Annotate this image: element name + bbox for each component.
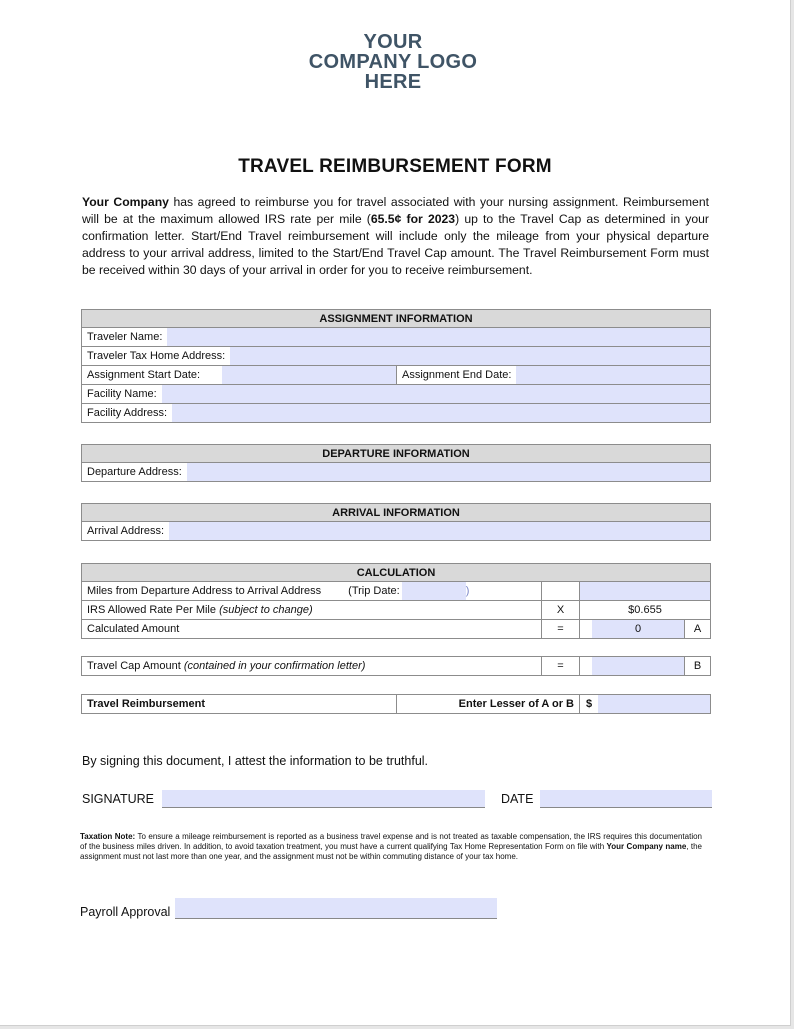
intro-part-2: ) up to the Travel Cap as determined in your confirmation letter. Start/End Travel reimbursement will include only the mileage from your physical departure address to your arrival address, limited to the Start/End Travel Cap amount. The Travel Reimbursement Form must be received within 30 days of your arrival in order for you to receive reimbursement. — [82, 212, 709, 277]
departure-address-row — [82, 463, 711, 482]
travel-reimbursement-label: Travel Reimbursement — [82, 695, 397, 714]
calculation-section — [81, 563, 711, 639]
intro-part-1: has agreed to reimburse you for travel associated with your nursing assignment. Reimbursement will be at the maximum allowed IRS rate per mile ( — [82, 195, 709, 226]
travel-cap-field[interactable] — [592, 657, 684, 675]
facility-address-label: Facility Address: — [87, 407, 168, 419]
intro-rate: 65.5¢ for 2023 — [370, 212, 456, 226]
taxation-note-lead: Taxation Note: — [80, 832, 136, 841]
irs-op: X — [542, 601, 580, 620]
travel-reimbursement-table — [81, 694, 711, 714]
miles-field[interactable] — [580, 582, 710, 600]
attestation-text: By signing this document, I attest the information to be truthful. — [82, 754, 429, 768]
facility-name-row — [82, 385, 711, 404]
traveler-name-label: Traveler Name: — [87, 331, 163, 343]
intro-paragraph — [82, 194, 709, 279]
tax-home-label: Traveler Tax Home Address: — [87, 350, 226, 362]
travel-cap-label-cell — [82, 657, 542, 676]
arrival-header: ARRIVAL INFORMATION — [82, 504, 711, 522]
departure-address-field[interactable] — [187, 463, 710, 481]
travel-cap-label: Travel Cap Amount — [87, 660, 181, 672]
end-date-label: Assignment End Date: — [402, 369, 512, 381]
calc-op: = — [542, 620, 580, 639]
taxation-note-part-1: To ensure a mileage reimbursement is reported as a business travel expense and is not treated as taxable compensation, the IRS requires this documentation of the business miles driven. In addition, to avoid taxation treatment, you must have a current qualifying Tax Home Representation Form on file with — [80, 832, 702, 851]
travel-cap-row-table — [81, 656, 711, 676]
miles-label: Miles from Departure Address to Arrival Address — [87, 585, 322, 597]
miles-value-cell — [580, 582, 711, 601]
facility-name-field[interactable] — [162, 385, 710, 403]
cap-value-cell — [580, 657, 685, 676]
signature-label: SIGNATURE — [82, 792, 154, 806]
trip-date-close: ) — [465, 585, 470, 597]
intro-company: Your Company — [82, 195, 169, 209]
assignment-header: ASSIGNMENT INFORMATION — [82, 310, 711, 328]
date-field[interactable] — [540, 790, 712, 808]
irs-rate-label: IRS Allowed Rate Per Mile — [87, 604, 216, 616]
traveler-name-field[interactable] — [167, 328, 710, 346]
calculated-amount-label: Calculated Amount — [82, 620, 542, 639]
trip-date-label: (Trip Date: — [348, 585, 400, 597]
calc-value-cell — [580, 620, 685, 639]
reimbursement-value-cell — [580, 695, 711, 714]
date-label: DATE — [501, 792, 534, 806]
dollar-sign: $ — [586, 698, 593, 710]
miles-op-cell — [542, 582, 580, 601]
lesser-label: Enter Lesser of A or B — [397, 695, 580, 714]
assignment-dates-row — [82, 366, 711, 385]
taxation-note-company: Your Company name — [606, 842, 687, 851]
departure-address-label: Departure Address: — [87, 466, 182, 478]
facility-address-row — [82, 404, 711, 423]
departure-header: DEPARTURE INFORMATION — [82, 445, 711, 463]
start-date-label: Assignment Start Date: — [87, 369, 201, 381]
taxation-note — [80, 832, 702, 862]
payroll-approval-label: Payroll Approval — [80, 905, 171, 919]
cap-op: = — [542, 657, 580, 676]
arrival-address-label: Arrival Address: — [87, 525, 165, 537]
page-title: TRAVEL REIMBURSEMENT FORM — [238, 156, 552, 177]
arrival-address-row — [82, 522, 711, 541]
taxation-note-part-2: , the assignment must not last more than one year, and the assignment must not be within commuting distance of your tax home. — [80, 842, 702, 861]
signature-field[interactable] — [162, 790, 485, 808]
tax-home-row — [82, 347, 711, 366]
irs-rate-note: (subject to change) — [219, 604, 313, 616]
reimbursement-amount-field[interactable] — [598, 695, 710, 713]
arrival-section — [81, 503, 711, 541]
miles-row — [82, 582, 542, 601]
departure-section — [81, 444, 711, 482]
assignment-section — [81, 309, 711, 423]
tax-home-field[interactable] — [230, 347, 710, 365]
facility-name-label: Facility Name: — [87, 388, 157, 400]
cap-letter-b: B — [685, 657, 711, 676]
arrival-address-field[interactable] — [169, 522, 710, 540]
traveler-name-row — [82, 328, 711, 347]
irs-rate-row — [82, 601, 542, 620]
facility-address-field[interactable] — [172, 404, 710, 422]
travel-cap-note: (contained in your confirmation letter) — [183, 660, 366, 672]
trip-date-field[interactable] — [402, 582, 466, 600]
logo-line-2: COMPANY LOGO — [308, 51, 478, 73]
logo-line-3: HERE — [364, 71, 422, 93]
end-date-field[interactable] — [516, 366, 710, 384]
calc-letter-a: A — [685, 620, 711, 639]
calculation-header: CALCULATION — [82, 564, 711, 582]
payroll-approval-field[interactable] — [175, 898, 497, 919]
start-date-field[interactable] — [222, 366, 397, 384]
company-logo-placeholder — [290, 32, 496, 92]
logo-line-1: YOUR — [363, 31, 423, 53]
irs-rate-value: $0.655 — [580, 601, 711, 620]
calculated-amount-field[interactable]: 0 — [592, 620, 684, 638]
